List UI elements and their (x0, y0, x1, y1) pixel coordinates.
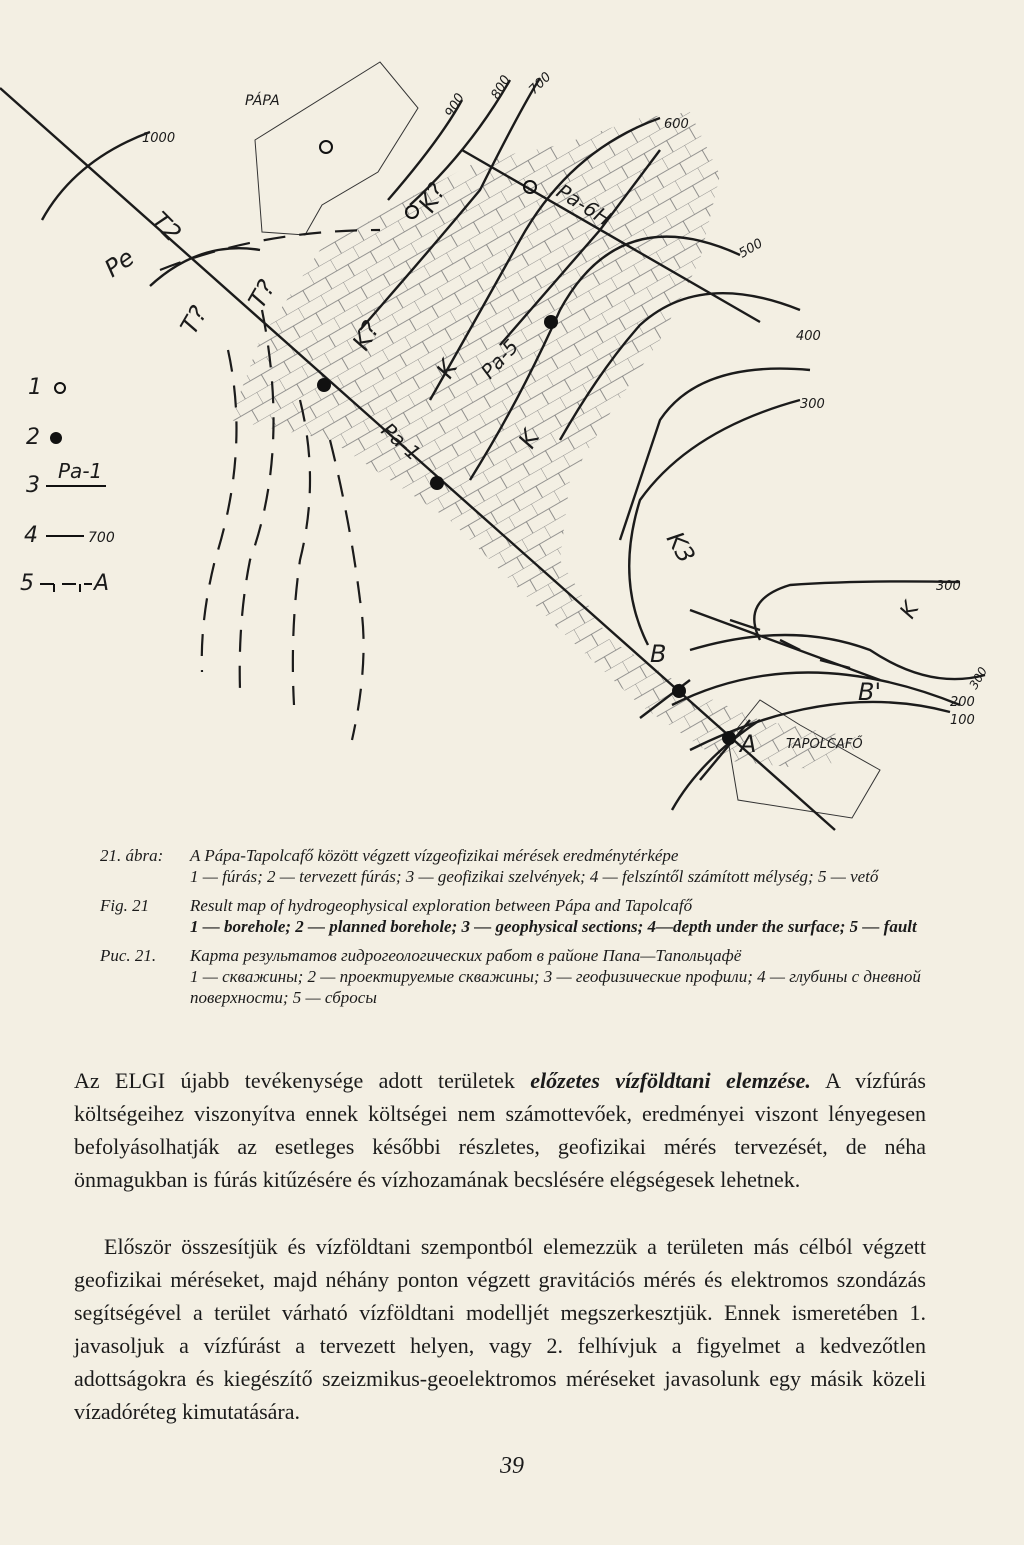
caption-title: Карта результатов гидрогеологических работ в районе Папа—Тапольцафё (190, 946, 742, 965)
formation-label: K3 (660, 527, 701, 568)
legend-filled-circle (50, 432, 62, 444)
page-number: 39 (500, 1453, 524, 1479)
contour-label: 300 (936, 579, 961, 594)
legend-number: 2 (26, 425, 40, 450)
legend-number: 3 (26, 473, 40, 498)
caption-label: Рис. 21. (100, 946, 157, 965)
contour-label: 700 (526, 69, 555, 98)
body-paragraph (74, 1230, 926, 1428)
formation-label: K (512, 425, 546, 453)
formation-label: K (895, 597, 925, 623)
section-label: B' (858, 678, 882, 706)
formation-label: Pe (99, 243, 140, 283)
contour-label: 300 (800, 397, 825, 412)
contour-label: 600 (664, 117, 689, 132)
legend-text: Pa-1 (58, 459, 103, 483)
formation-label: K? (412, 178, 452, 217)
paragraph-emphasis: előzetes vízföldtani elemzése. (530, 1068, 811, 1093)
contour-label: 1000 (142, 131, 176, 146)
paragraph-text: Az ELGI újabb tevékenysége adott területek (74, 1068, 531, 1093)
place-label-papa: PÁPA (245, 93, 280, 109)
caption-legend-text: 1 — borehole; 2 — planned borehole; 3 — geophysical sections; 4—depth under the surface; 5 — fault (190, 917, 917, 936)
legend-number: 5 (20, 571, 34, 596)
formation-label: T? (242, 275, 281, 313)
contour-label: 300 (966, 664, 991, 692)
contour-label: 900 (442, 90, 468, 120)
brick-pattern-area (230, 112, 870, 770)
legend-text: A (94, 571, 110, 596)
caption-russian (100, 945, 940, 1008)
body-paragraph (74, 1064, 926, 1196)
legend-text: 700 (88, 530, 115, 546)
caption-label: 21. ábra: (100, 846, 164, 865)
paragraph-text: A vízfúrás költségeihez viszonyítva ennek költségei nem számottevőek, eredményei viszont lényegesen befolyásolhatják az esetleges későbbi részletes, geofizikai mérés tervezését, de néha önmagukban is fúrás kitűzésére és vízhozamának becslésére elégségesek lehetnek. (74, 1068, 926, 1192)
caption-english (100, 895, 940, 937)
place-label-tapolcafo: TAPOLCAFŐ (786, 737, 863, 752)
legend-number: 1 (28, 375, 42, 400)
caption-hungarian (100, 845, 940, 887)
legend-number: 4 (24, 523, 38, 548)
caption-legend-text: 1 — скважины; 2 — проектируемые скважины; 3 — геофизические профили; 4 — глубины с дневной поверхности; 5 — сбросы (190, 967, 921, 1007)
contour-label: 800 (488, 72, 514, 102)
paragraph-text: Először összesítjük és vízföldtani szempontból elemezzük a területen más célból végzett geofizikai méréseket, majd néhány ponton végzett gravitációs mérés és elektromos szondázás segítségével a terület várható vízföldtani modelljét megszerkesztjük. Ennek ismeretében 1. javasoljuk a vízfúrást a tervezett helyen, vagy 2. felhívjuk a figyelmet a kedvezőtlen adottságokra és kiegészítő szeizmikus-geoelektromos méréseket javasolunk egy másik közeli vízadóréteg kimutatására. (74, 1234, 926, 1424)
section-label: A (740, 730, 757, 758)
caption-legend-text: 1 — fúrás; 2 — tervezett fúrás; 3 — geofizikai szelvények; 4 — felszíntől számított mélység; 5 — vető (190, 867, 879, 886)
section-label: B (650, 640, 667, 668)
contour-label: 500 (736, 236, 766, 262)
figure-caption (100, 845, 940, 1016)
formation-label: T? (174, 301, 213, 339)
section-label: Pa-5 (475, 334, 524, 384)
caption-title: Result map of hydrogeophysical exploration between Pápa and Tapolcafő (190, 896, 693, 915)
map-legend (20, 375, 115, 596)
formation-label: K? (346, 316, 386, 355)
contour-label: 400 (796, 329, 821, 344)
formation-label: K (430, 355, 464, 383)
section-label: Pa-6H (552, 178, 616, 231)
caption-title: A Pápa-Tapolcafő között végzett vízgeofizikai mérések eredménytérképe (190, 846, 679, 865)
section-label: Pa-1 (376, 417, 426, 466)
contour-label: 100 (950, 713, 975, 728)
contour-label: 200 (950, 695, 975, 710)
formation-label: T2 (145, 206, 187, 248)
legend-open-circle (55, 383, 65, 393)
caption-label: Fig. 21 (100, 896, 150, 915)
